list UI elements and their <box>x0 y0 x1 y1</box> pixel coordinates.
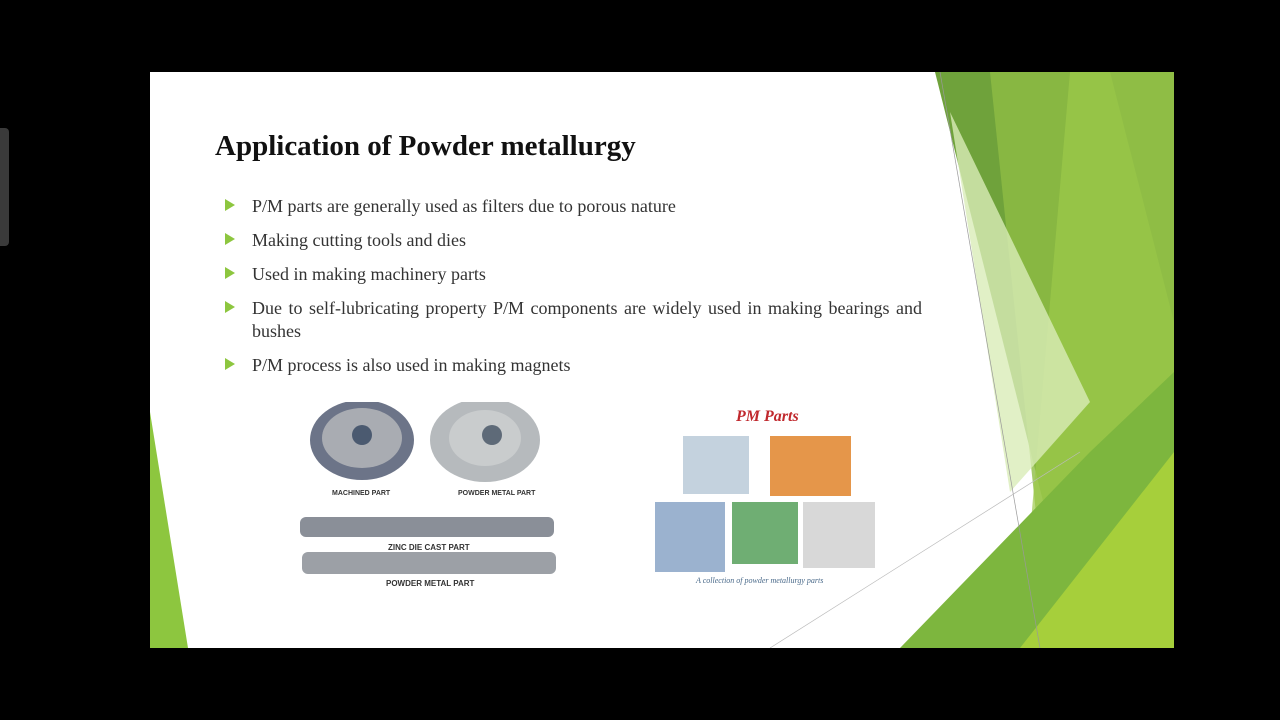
pm-parts-title: PM Parts <box>736 408 799 425</box>
pm-parts-image <box>650 404 880 594</box>
slide-title: Application of Powder metallurgy <box>215 130 636 162</box>
bullet-item <box>225 354 922 377</box>
pm-parts-caption: A collection of powder metallurgy parts <box>696 576 824 585</box>
bullet-list <box>225 195 922 388</box>
bullet-item <box>225 263 922 286</box>
bullet-text: Due to self-lubricating property P/M components are widely used in making bearings and bushes <box>252 298 922 341</box>
bullet-arrow-icon <box>225 199 235 211</box>
caption: POWDER METAL PART <box>458 490 536 497</box>
bullet-item <box>225 229 922 252</box>
bullet-text: Making cutting tools and dies <box>252 230 466 250</box>
caption: POWDER METAL PART <box>386 579 475 588</box>
bullet-item <box>225 195 922 218</box>
parts-comparison-image <box>300 402 560 592</box>
bullet-item <box>225 297 922 343</box>
caption: MACHINED PART <box>332 490 391 497</box>
bullet-arrow-icon <box>225 301 235 313</box>
bullet-arrow-icon <box>225 233 235 245</box>
side-handle[interactable] <box>0 128 9 246</box>
bullet-text: Used in making machinery parts <box>252 264 486 284</box>
caption: ZINC DIE CAST PART <box>388 543 470 552</box>
bullet-text: P/M process is also used in making magnets <box>252 355 571 375</box>
bullet-arrow-icon <box>225 358 235 370</box>
slide <box>150 72 1174 648</box>
bullet-text: P/M parts are generally used as filters due to porous nature <box>252 196 676 216</box>
bullet-arrow-icon <box>225 267 235 279</box>
